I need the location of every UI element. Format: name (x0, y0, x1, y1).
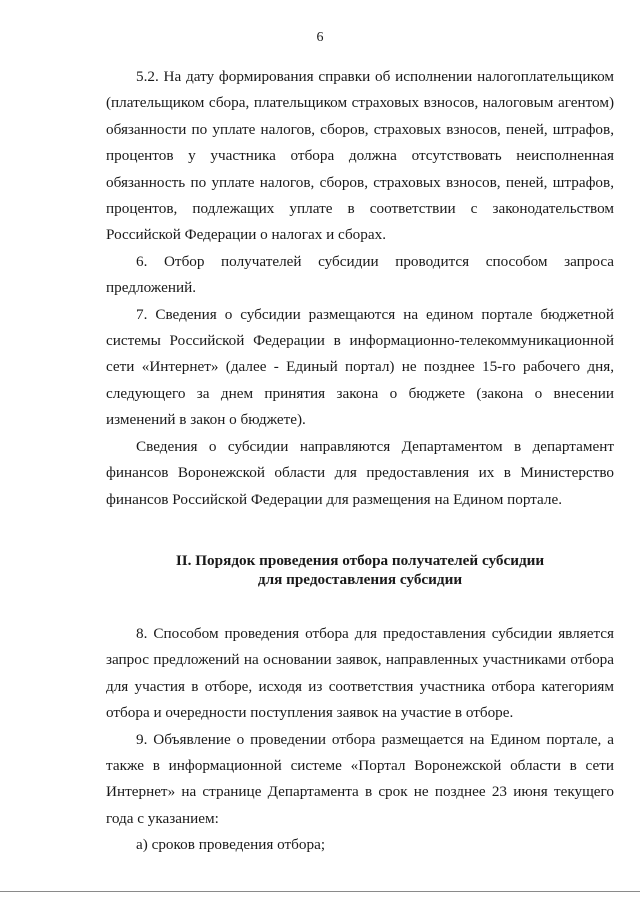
paragraph-9: 9. Объявление о проведении отбора размещается на Едином портале, а также в информационной системе «Портал Воронежской области в сети Интернет» на странице Департамента в срок не позднее 23 июня текущего года с указанием: (106, 730, 614, 827)
paragraph-7-continued: Сведения о субсидии направляются Департаментом в департамент финансов Воронежской области для предоставления их в Министерство финансов Российской Федерации для размещения на Едином портале. (106, 437, 614, 508)
section-heading-line-2: для предоставления субсидии (257, 570, 463, 588)
paragraph-8: 8. Способом проведения отбора для предоставления субсидии является запрос предложений на основании заявок, направленных участниками отбора для участия в отборе, исходя из соответствия участника отбора категориям отбора и очередности поступления заявок на участие в отборе. (106, 624, 614, 722)
paragraph-6: 6. Отбор получателей субсидии проводится способом запроса предложений. (106, 252, 614, 297)
page-number: 6 (316, 30, 324, 45)
document-body (106, 64, 614, 859)
paragraph-5-2: 5.2. На дату формирования справки об исполнении налогоплательщиком (плательщиком сбора, плательщиком страховых взносов, налоговым агентом) обязанности по уплате налогов, сборов, страховых взносов, пеней, штрафов, процентов у участника отбора должна отсутствовать неисполненная обязанность по уплате налогов, сборов, страховых взносов, пеней, штрафов, процентов, подлежащих уплате в соответствии с законодательством Российской Федерации о налогах и сборах. (106, 68, 614, 244)
list-item-a: а) сроков проведения отбора; (136, 836, 326, 854)
section-heading (106, 551, 614, 589)
section-heading-line-1: II. Порядок проведения отбора получателей субсидии (175, 551, 545, 569)
page-bottom-rule (0, 891, 640, 892)
paragraph-7: 7. Сведения о субсидии размещаются на едином портале бюджетной системы Российской Федерации в информационно-телекоммуникационной сети «Интернет» (далее - Единый портал) не позднее 15-го рабочего дня, следующего за днем принятия закона о бюджете (закона о внесении изменений в закон о бюджете). (106, 305, 614, 429)
